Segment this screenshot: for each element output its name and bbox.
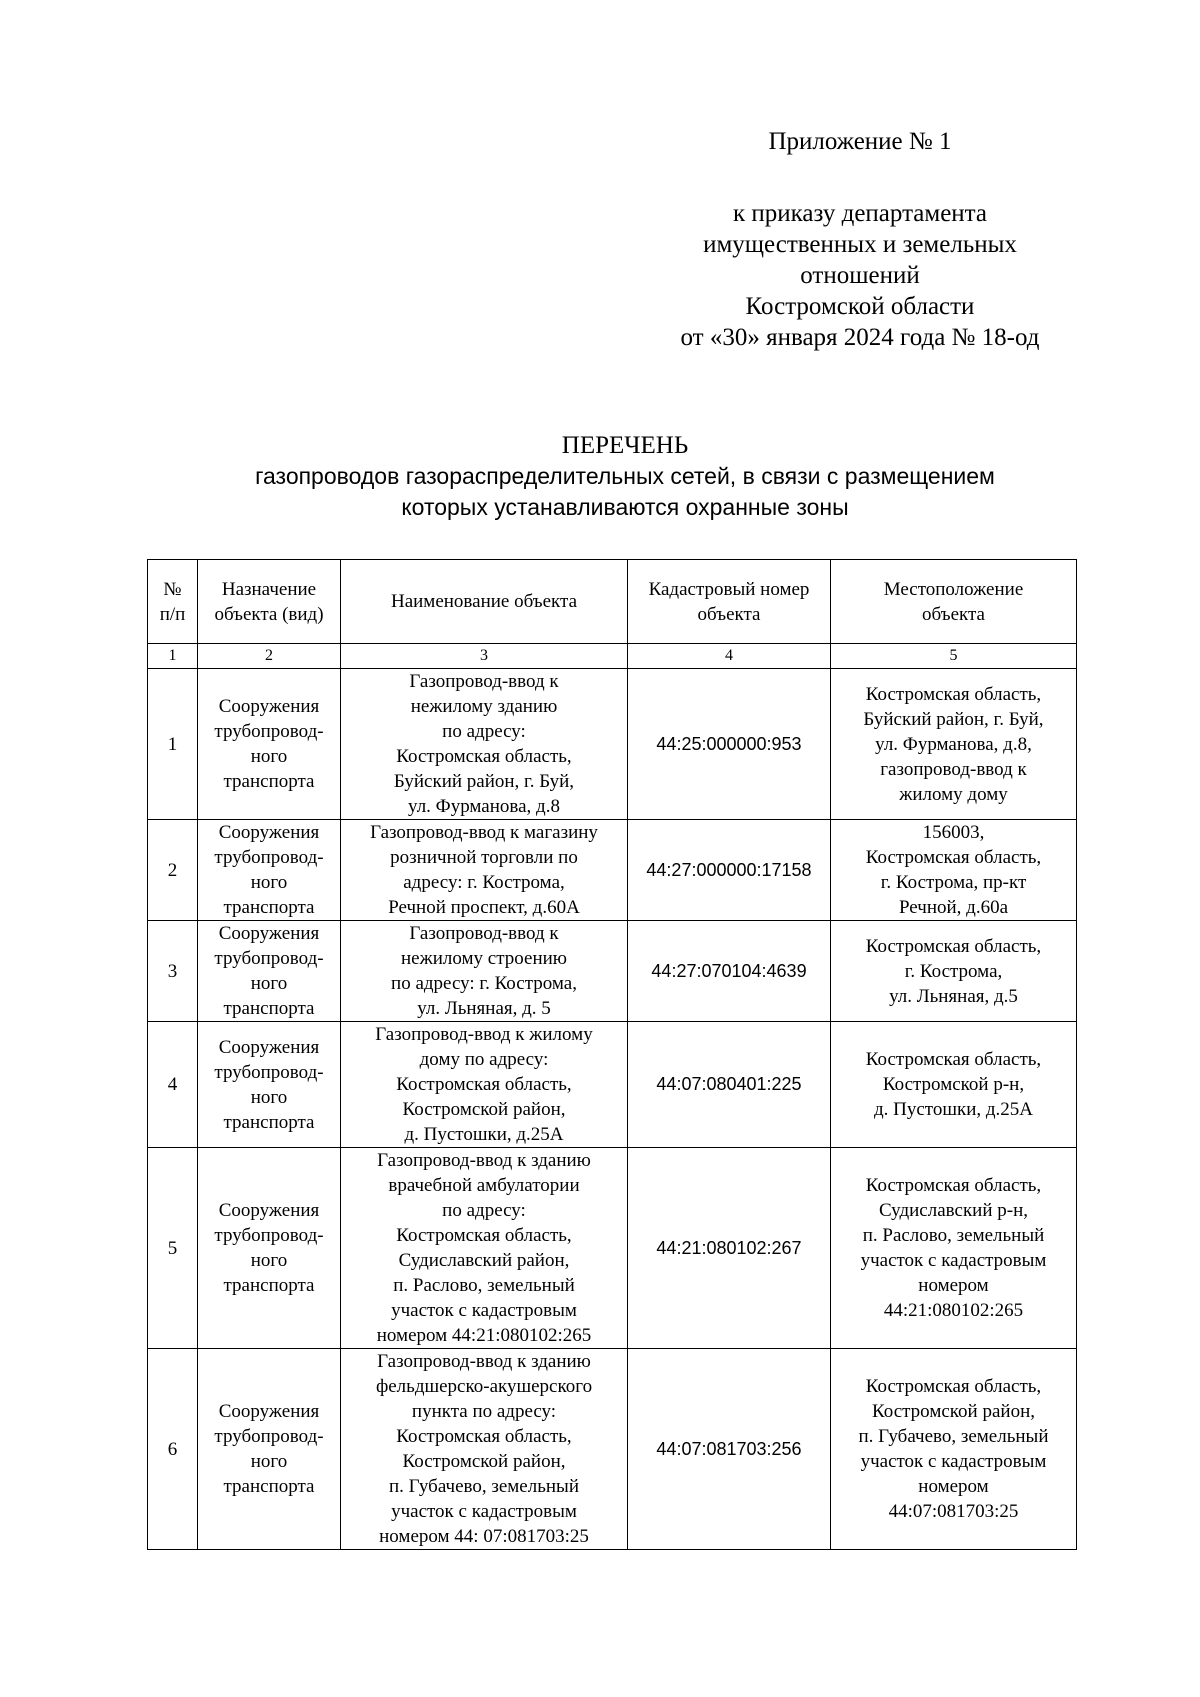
document-title: ПЕРЕЧЕНЬ — [561, 432, 689, 459]
cell-line: д. Пустошки, д.25А — [873, 1099, 1034, 1120]
cell-line: Сооружения — [218, 923, 320, 944]
table-row — [148, 1148, 1077, 1349]
cadastral-number: 44:07:081703:256 — [628, 1349, 831, 1550]
cell-line: ул. Льняная, д.5 — [889, 985, 1018, 1007]
cell-line: ного — [250, 872, 288, 893]
cell-line: пункта по адресу: — [411, 1401, 557, 1422]
cell-line: 44:21:080102:265 — [883, 1300, 1024, 1321]
cell-line: Буйский район, г. Буй, — [863, 708, 1044, 730]
cell-line: адресу: г. Кострома, — [403, 872, 565, 893]
cell-line: номером 44:21:080102:265 — [376, 1325, 592, 1346]
cell-line: участок с кадастровым — [860, 1451, 1047, 1472]
header-row — [148, 560, 1077, 644]
row-number: 3 — [148, 921, 198, 1022]
cell-line: фельдшерско-акушерского — [375, 1376, 593, 1397]
object-purpose — [198, 1148, 341, 1349]
cell-line: Костромская область, — [865, 935, 1042, 957]
cell-line: г. Кострома, пр-кт — [880, 872, 1027, 893]
cell-line: Речной, д.60а — [898, 897, 1009, 918]
column-number-row — [148, 644, 1077, 669]
cell-line: транспорта — [223, 1476, 315, 1497]
cell-line: п. Губачево, земельный — [389, 1476, 579, 1497]
cell-line: нежилому зданию — [410, 696, 558, 717]
object-purpose — [198, 669, 341, 820]
cell-line: Сооружения — [218, 1200, 320, 1221]
cell-line: Буйский район, г. Буй, — [393, 771, 575, 792]
cadastral-number: 44:07:080401:225 — [628, 1022, 831, 1148]
object-name — [341, 669, 628, 820]
object-purpose — [198, 1349, 341, 1550]
table-row — [148, 669, 1077, 820]
cell-line: ного — [250, 1250, 288, 1271]
object-location — [831, 1022, 1077, 1148]
cell-line: Костромская область, — [396, 1225, 572, 1246]
table-row — [148, 1022, 1077, 1148]
cell-line: участок с кадастровым — [391, 1300, 577, 1321]
cell-line: Газопровод-ввод к зданию — [377, 1351, 591, 1372]
cell-line: 156003, — [922, 822, 985, 843]
cell-line: транспорта — [223, 771, 315, 792]
object-name — [341, 1148, 628, 1349]
object-name — [341, 921, 628, 1022]
table-row — [148, 820, 1077, 921]
column-number: 4 — [628, 644, 831, 669]
cell-line: номером — [918, 1476, 989, 1497]
cell-line: 44:07:081703:25 — [888, 1501, 1019, 1522]
cell-line: врачебной амбулатории — [388, 1175, 580, 1196]
cell-line: Костромская область, — [396, 746, 572, 767]
cell-line: ного — [250, 746, 288, 767]
cell-line: Газопровод-ввод к зданию — [377, 1150, 591, 1171]
object-name — [341, 1022, 628, 1148]
cell-line: Сооружения — [218, 696, 320, 717]
cadastral-number: 44:27:000000:17158 — [628, 820, 831, 921]
cell-line: жилому дому — [899, 783, 1008, 805]
cell-line: п. Раслово, земельный — [393, 1275, 575, 1296]
column-number: 1 — [148, 644, 198, 669]
cell-line: п. Раслово, земельный — [862, 1225, 1045, 1246]
column-number: 3 — [341, 644, 628, 669]
object-purpose — [198, 1022, 341, 1148]
document-subtitle-line: газопроводов газораспределительных сетей, в связи с размещением — [255, 463, 995, 489]
cell-line: Газопровод-ввод к — [409, 923, 559, 944]
table-row — [148, 921, 1077, 1022]
cell-line: Костромской район, — [402, 1099, 566, 1120]
document-heading — [150, 430, 1100, 523]
cell-line: Костромская область, — [865, 683, 1042, 705]
cell-line: Сооружения — [218, 822, 320, 843]
object-name — [341, 1349, 628, 1550]
cell-line: Газопровод-ввод к — [409, 671, 559, 692]
cell-line: Газопровод-ввод к магазину — [370, 822, 598, 843]
cell-line: Костромская область, — [865, 1175, 1042, 1196]
cell-line: трубопровод- — [214, 1061, 324, 1083]
cell-line: розничной торговли по — [390, 847, 578, 868]
cell-line: Костромская область, — [865, 1049, 1042, 1070]
pipeline-registry-table — [147, 559, 1077, 1550]
row-number: 6 — [148, 1349, 198, 1550]
object-purpose — [198, 921, 341, 1022]
cell-line: газопровод-ввод к — [880, 758, 1027, 780]
cell-line: трубопровод- — [214, 1426, 324, 1447]
appendix-line: Костромской области — [745, 293, 975, 320]
object-location — [831, 820, 1077, 921]
cell-line: д. Пустошки, д.25А — [404, 1124, 564, 1145]
cell-line: Сооружения — [218, 1401, 320, 1422]
cell-line: Костромской р-н, — [882, 1074, 1025, 1095]
cell-line: ного — [250, 1086, 288, 1108]
appendix-line: отношений — [800, 262, 920, 289]
cell-line: транспорта — [223, 1111, 315, 1133]
cadastral-number: 44:27:070104:4639 — [628, 921, 831, 1022]
cell-line: трубопровод- — [214, 721, 324, 742]
cell-line: по адресу: г. Кострома, — [391, 973, 577, 994]
object-location — [831, 1349, 1077, 1550]
cell-line: Костромская область, — [865, 1376, 1042, 1397]
cell-line: транспорта — [223, 998, 315, 1019]
cell-line: трубопровод- — [214, 948, 324, 969]
appendix-line: имущественных и земельных — [703, 231, 1017, 258]
header-location: Местоположение объекта — [831, 560, 1077, 644]
cell-line: участок с кадастровым — [391, 1501, 577, 1522]
cell-line: транспорта — [223, 897, 315, 918]
cell-line: номером 44: 07:081703:25 — [379, 1526, 589, 1547]
object-purpose — [198, 820, 341, 921]
cell-line: Судиславский район, — [398, 1250, 570, 1271]
cell-line: ул. Фурманова, д.8, — [875, 733, 1032, 755]
object-location — [831, 921, 1077, 1022]
cell-line: ного — [250, 1451, 288, 1472]
header-number: № п/п — [148, 560, 198, 644]
cell-line: трубопровод- — [214, 847, 324, 868]
cell-line: транспорта — [223, 1275, 315, 1296]
cell-line: Сооружения — [218, 1036, 320, 1058]
table-row — [148, 1349, 1077, 1550]
cell-line: участок с кадастровым — [860, 1250, 1047, 1271]
cell-line: нежилому строению — [401, 948, 567, 969]
cell-line: трубопровод- — [214, 1225, 324, 1246]
cell-line: Костромская область, — [396, 1074, 572, 1095]
column-number: 5 — [831, 644, 1077, 669]
cell-line: по адресу: — [442, 721, 526, 742]
object-location — [831, 669, 1077, 820]
cell-line: г. Кострома, — [904, 960, 1003, 982]
object-name — [341, 820, 628, 921]
header-cadastral-number: Кадастровый номер объекта — [628, 560, 831, 644]
cell-line: номером — [918, 1275, 989, 1296]
cell-line: ного — [250, 973, 288, 994]
document-subtitle-line: которых устанавливаются охранные зоны — [401, 494, 849, 520]
cell-line: Костромской район, — [402, 1451, 566, 1472]
row-number: 1 — [148, 669, 198, 820]
cell-line: Судиславский р-н, — [878, 1200, 1029, 1221]
cell-line: дому по адресу: — [419, 1049, 549, 1070]
row-number: 4 — [148, 1022, 198, 1148]
column-number: 2 — [198, 644, 341, 669]
cell-line: по адресу: — [442, 1200, 526, 1221]
cell-line: п. Губачево, земельный — [858, 1426, 1049, 1447]
cadastral-number: 44:21:080102:267 — [628, 1148, 831, 1349]
cell-line: Речной проспект, д.60А — [388, 897, 580, 918]
appendix-block — [640, 126, 1080, 353]
appendix-title: Приложение № 1 — [768, 128, 952, 155]
cell-line: ул. Льняная, д. 5 — [417, 998, 551, 1019]
appendix-line: от «30» января 2024 года № 18-од — [680, 324, 1040, 351]
cell-line: Газопровод-ввод к жилому — [375, 1024, 593, 1045]
cell-line: ул. Фурманова, д.8 — [408, 796, 560, 817]
cadastral-number: 44:25:000000:953 — [628, 669, 831, 820]
appendix-line: к приказу департамента — [732, 200, 988, 227]
row-number: 2 — [148, 820, 198, 921]
header-purpose: Назначение объекта (вид) — [198, 560, 341, 644]
header-object-name: Наименование объекта — [341, 560, 628, 644]
row-number: 5 — [148, 1148, 198, 1349]
cell-line: Костромская область, — [865, 847, 1042, 868]
cell-line: Костромская область, — [396, 1426, 572, 1447]
object-location — [831, 1148, 1077, 1349]
cell-line: Костромской район, — [872, 1401, 1035, 1422]
